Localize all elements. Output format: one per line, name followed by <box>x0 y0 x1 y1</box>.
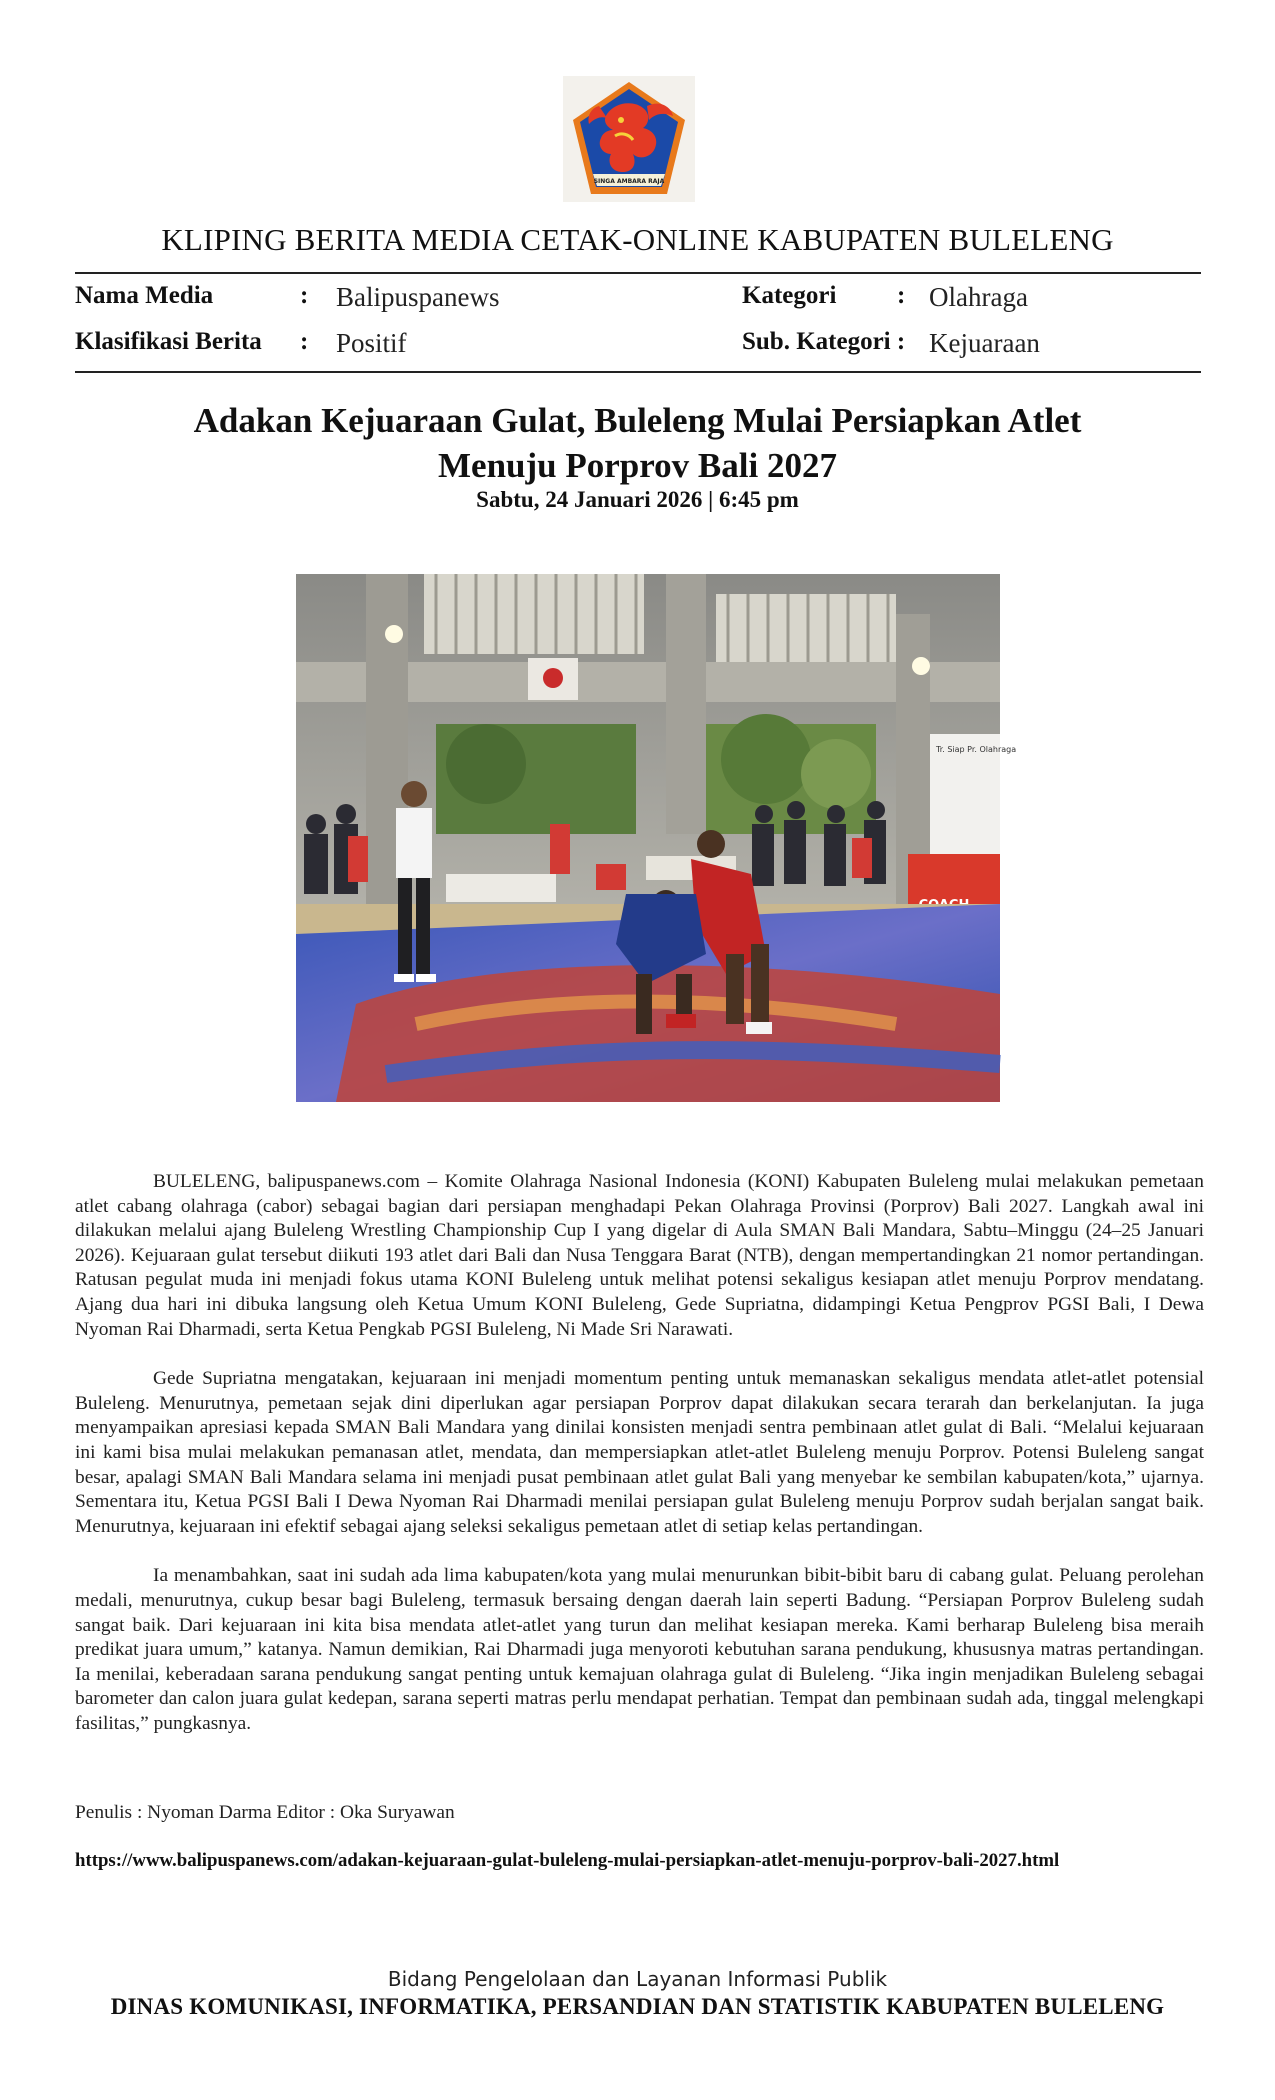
subcategory-value: Kejuaraan <box>929 328 1040 358</box>
media-label: Nama Media <box>75 282 214 309</box>
logo-motto: SINGA AMBARA RAJA <box>593 178 665 185</box>
category-label: Kategori <box>742 282 837 309</box>
category-value: Olahraga <box>929 282 1028 312</box>
article-dateline: Sabtu, 24 Januari 2026 | 6:45 pm <box>476 487 799 512</box>
headline-line-2: Menuju Porprov Bali 2027 <box>438 446 837 485</box>
article-source-url[interactable]: https://www.balipuspanews.com/adakan-kejuaraan-gulat-buleleng-mulai-persiapkan-atlet-menuju-porprov-bali-2027.html <box>75 1850 1060 1871</box>
article-paragraph-3: Ia menambahkan, saat ini sudah ada lima kabupaten/kota yang mulai menurunkan bibit-bibit baru di cabang gulat. Peluang perolehan medali, menurutnya, cukup besar bagi Buleleng, termasuk bersaing dengan daerah lain seperti Badung. “Persiapan Porprov Buleleng sudah sangat baik. Dari kejuaraan ini kita bisa mendata atlet-atlet yang turun dan melihat kesiapan mereka. Kami berharap Buleleng bisa meraih predikat juara umum,” katanya. Namun demikian, Rai Dharmadi juga menyoroti kebutuhan sarana pendukung, khususnya matras pertandingan. Ia menilai, keberadaan sarana pendukung sangat penting untuk kemajuan olahraga gulat di Buleleng. “Jika ingin menjadikan Buleleng sebagai barometer dan calon juara gulat kedepan, sarana seperti matras perlu mendapat perhatian. Tempat dan pembinaan sudah ada, tinggal melengkapi fasilitas,” pungkasnya. <box>75 1565 1204 1734</box>
subcategory-label: Sub. Kategori : <box>742 328 906 355</box>
classification-colon: : <box>300 328 309 355</box>
article-credits: Penulis : Nyoman Darma Editor : Oka Suryawan <box>75 1802 455 1823</box>
article-body <box>75 1170 1204 1761</box>
header-bottom-rule <box>75 371 1201 373</box>
media-value: Balipuspanews <box>336 282 500 312</box>
photo-sign-text: Tr. Siap Pr. Olahraga <box>936 745 1017 754</box>
article-photo-wrestling-match <box>296 574 1017 1102</box>
footer-unit-name: Bidang Pengelolaan dan Layanan Informasi Publik <box>387 1967 888 1991</box>
article-paragraph-1: BULELENG, balipuspanews.com – Komite Olahraga Nasional Indonesia (KONI) Kabupaten Buleleng mulai melakukan pemetaan atlet cabang olahraga (cabor) sebagai bagian dari persiapan menghadapi Pekan Olahraga Provinsi (Porprov) Bali 2027. Langkah awal ini dilakukan melalui ajang Buleleng Wrestling Championship Cup I yang digelar di Aula SMAN Bali Mandara, Sabtu–Minggu (24–25 Januari 2026). Kejuaraan gulat tersebut diikuti 193 atlet dari Bali dan Nusa Tenggara Barat (NTB), dengan mempertandingkan 21 nomor pertandingan. Ratusan pegulat muda ini menjadi fokus utama KONI Buleleng untuk melihat potensi sekaligus kesiapan atlet menuju Porprov mendatang. Ajang dua hari ini dibuka langsung oleh Ketua Umum KONI Buleleng, Gede Supriatna, didampingi Ketua Pengprov PGSI Bali, I Dewa Nyoman Rai Dharmadi, serta Ketua Pengkab PGSI Buleleng, Ni Made Sri Narawati. <box>75 1171 1204 1340</box>
header-top-rule <box>75 272 1201 274</box>
category-colon: : <box>897 282 906 309</box>
article-headline <box>120 398 1155 488</box>
article-paragraph-2: Gede Supriatna mengatakan, kejuaraan ini menjadi momentum penting untuk memanaskan sekaligus mendata atlet-atlet potensial Buleleng. Menurutnya, pemetaan sejak dini diperlukan agar persiapan Porprov dapat dilakukan secara terarah dan berkelanjutan. Ia juga menyampaikan apresiasi kepada SMAN Bali Mandara yang dinilai konsisten menjadi sentra pembinaan atlet gulat di Bali. “Melalui kejuaraan ini kami bisa mulai melakukan pemanasan atlet, mendata, dan mempersiapkan atlet-atlet Buleleng menuju Porprov. Potensi Buleleng sangat besar, apalagi SMAN Bali Mandara selama ini menjadi pusat pembinaan atlet gulat Bali yang menyebar ke sembilan kabupaten/kota,” ujarnya. Sementara itu, Ketua PGSI Bali I Dewa Nyoman Rai Dharmadi menilai persiapan gulat Buleleng menuju Porprov sudah berjalan sangat baik. Menurutnya, kejuaraan ini efektif sebagai ajang seleksi sekaligus pemetaan atlet di setiap kelas pertandingan. <box>75 1368 1204 1537</box>
classification-label: Klasifikasi Berita <box>75 328 262 355</box>
document-header-title: KLIPING BERITA MEDIA CETAK-ONLINE KABUPATEN BULELENG <box>161 222 1114 257</box>
media-colon: : <box>300 282 309 309</box>
classification-value: Positif <box>336 328 407 358</box>
footer-organization: DINAS KOMUNIKASI, INFORMATIKA, PERSANDIAN DAN STATISTIK KABUPATEN BULELENG <box>110 1994 1165 2019</box>
headline-line-1: Adakan Kejuaraan Gulat, Buleleng Mulai Persiapkan Atlet <box>193 401 1082 440</box>
buleleng-emblem-logo <box>563 76 695 202</box>
